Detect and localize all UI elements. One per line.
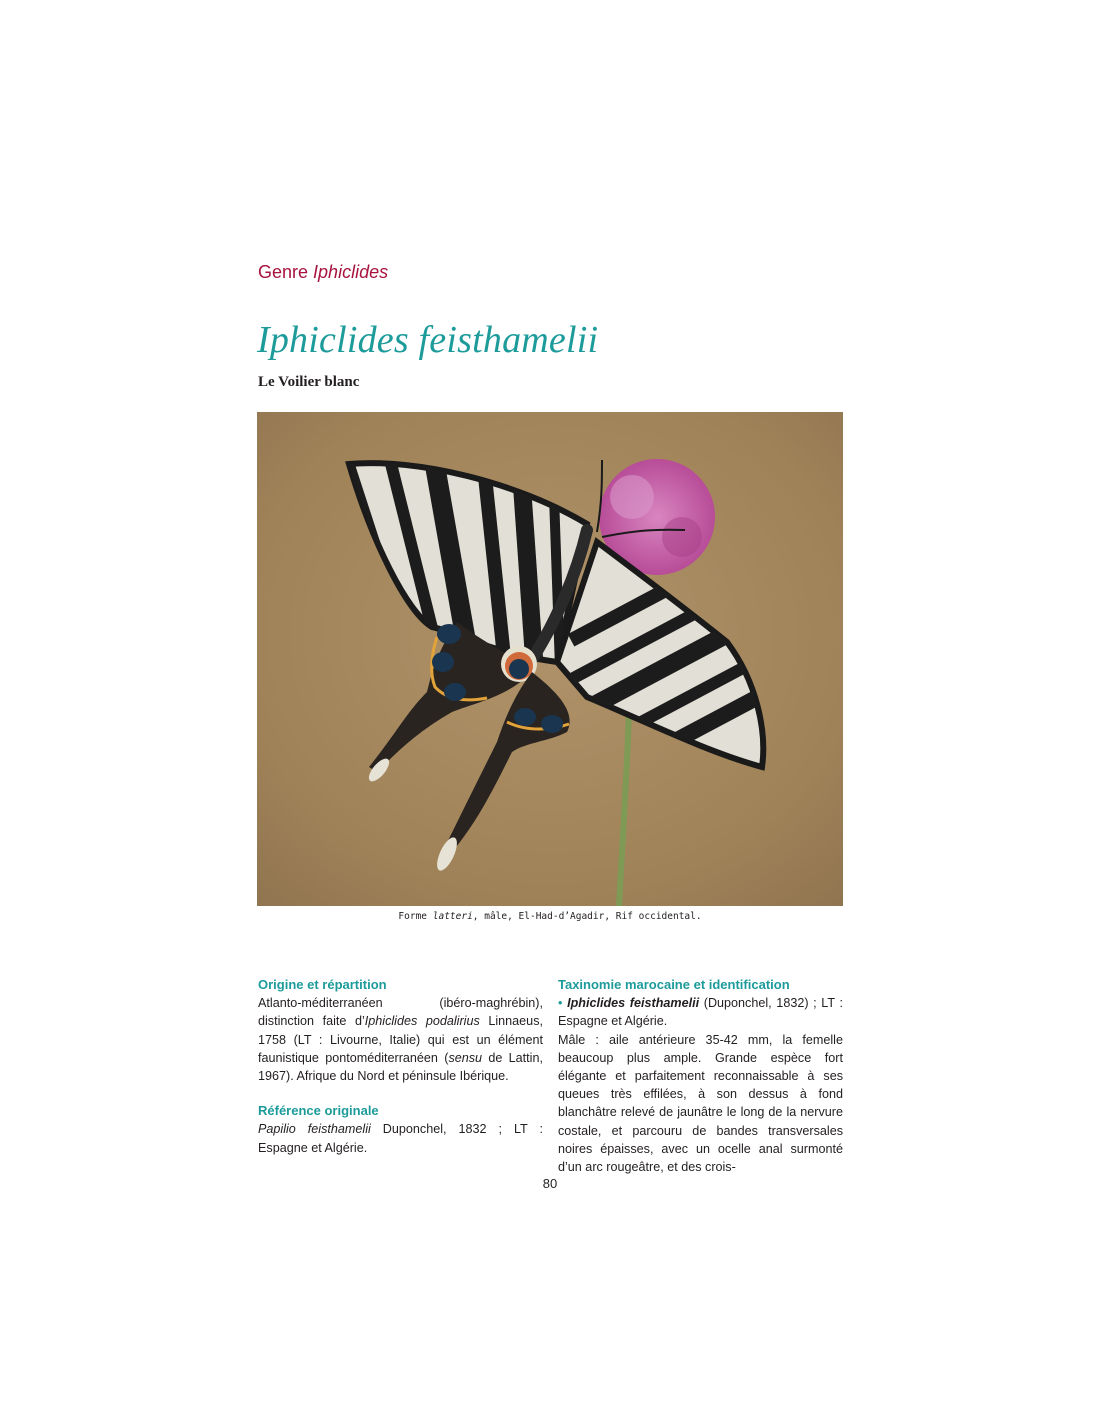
taxon-rest: (Duponchel, 1832) ; LT : Espagne et Algérie. [558,996,843,1029]
species-title: Iphiclides feisthamelii [257,319,599,361]
genre-prefix: Genre [258,262,309,282]
taxon-name: Iphiclides feisthamelii [567,996,700,1011]
reference-italic: Papilio feisthamelii [258,1122,371,1137]
common-name: Le Voilier blanc [258,374,360,390]
reference-heading: Référence originale [258,1103,379,1119]
genre-name: Iphiclides [313,262,389,282]
right-column [558,976,843,1176]
origin-text-italic: Iphiclides podalirius [364,1014,480,1029]
description-paragraph: Mâle : aile antérieure 35-42 mm, la femelle beaucoup plus ample. Grande espèce fort élégante et parfaitement reconnaissable à ses queues très effilées, à son dessus à fond blanchâtre relevé de jaunâtre le long de la nervure costale, et parcouru de bandes transversales noires épaisses, avec un ocelle anal surmonté d’un arc rougeâtre, et des crois- [558,1032,843,1175]
photo-caption [257,911,843,922]
taxonomy-heading: Taxinomie marocaine et identification [558,977,790,992]
origin-text-sensu: sensu [448,1050,483,1065]
taxon-paragraph [558,994,843,1030]
genre-heading [258,262,388,283]
page-number: 80 [542,1176,558,1191]
origin-paragraph [258,994,543,1085]
origin-text-1: Atlanto-méditerranéen (ibéro-maghrébin), distinction faite d’ [258,996,543,1029]
butterfly-photo [257,412,843,906]
caption-rest: , mâle, El-Had-d’Agadir, Rif occidental. [472,911,702,922]
bullet-icon: • [558,996,563,1011]
origin-heading: Origine et répartition [258,977,387,992]
reference-rest: Duponchel, 1832 ; LT : Espagne et Algérie. [258,1122,543,1155]
origin-text-2: Linnaeus, 1758 (LT : Livourne, Italie) qui est un élément faunistique pontoméditerranéen ( [258,1014,543,1065]
reference-paragraph [258,1120,543,1156]
caption-prefix: Forme [398,911,428,922]
caption-form: latteri [432,911,473,922]
origin-text-3: de Lattin, 1967). Afrique du Nord et péninsule Ibérique. [258,1050,543,1084]
left-column [258,976,543,1157]
